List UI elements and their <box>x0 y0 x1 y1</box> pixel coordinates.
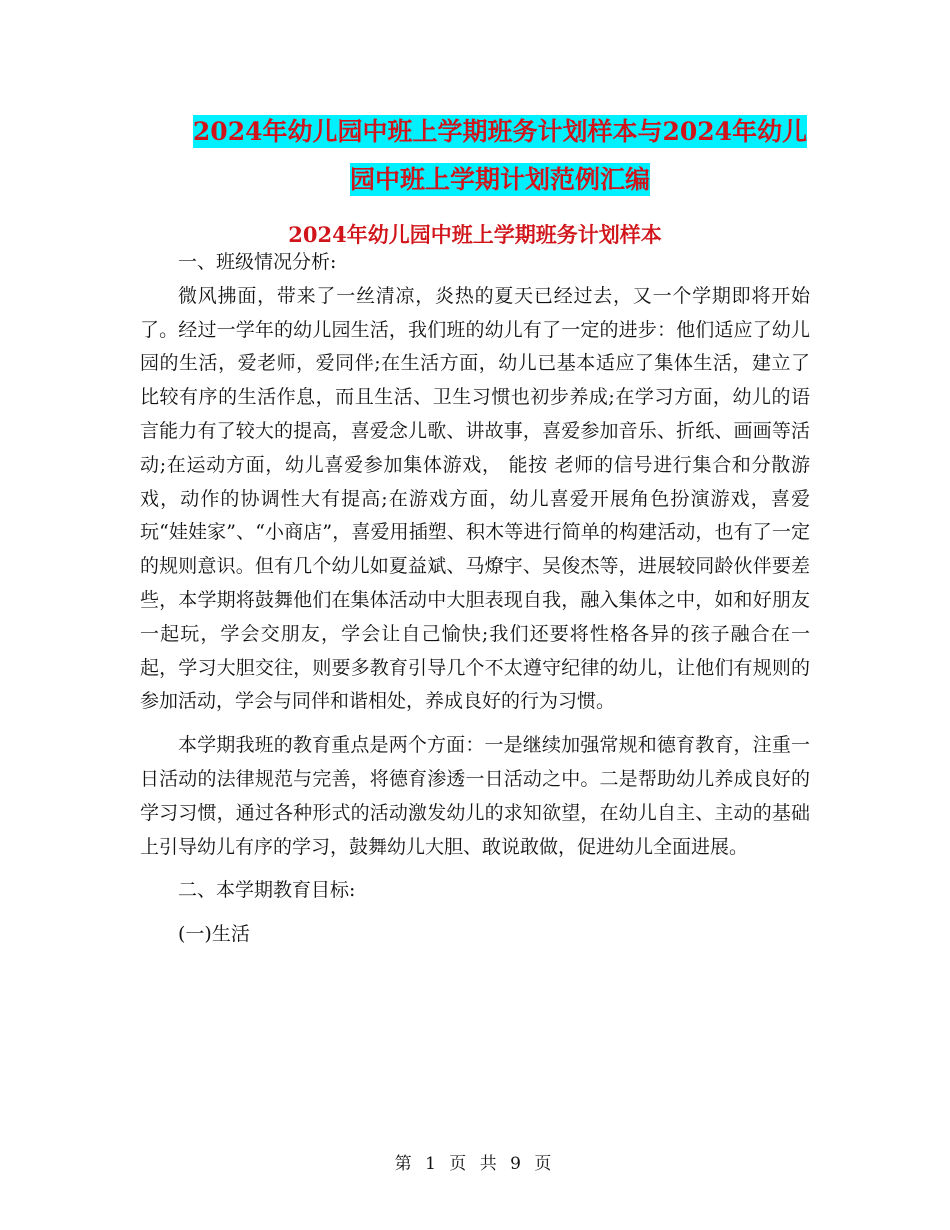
heading-class-analysis: 一、班级情况分析: <box>178 251 337 273</box>
section-title: 2024年幼儿园中班上学期班务计划样本 <box>288 222 662 247</box>
heading-education-goals: 二、本学期教育目标: <box>178 879 356 902</box>
document-body <box>140 246 810 952</box>
paragraph-teaching-focus: 本学期我班的教育重点是两个方面：一是继续加强常规和德育教育，注重一日活动的法律规范与完善，将德育渗透一日活动之中。二是帮助幼儿养成良好的学习习惯，通过各种形式的活动激发幼儿的求知欲望，在幼儿自主、主动的基础上引导幼儿有序的学习，鼓舞幼儿大胆、敢说敢做，促进幼儿全面进展。 <box>140 734 810 858</box>
page-footer: 第 1 页 共 9 页 <box>394 1154 556 1174</box>
document-title <box>150 108 850 204</box>
title-line-2: 园中班上学期计划范例汇编 <box>349 165 650 194</box>
paragraph-class-situation: 微风拂面，带来了一丝清凉，炎热的夏天已经过去，又一个学期即将开始了。经过一学年的幼儿园生活，我们班的幼儿有了一定的进步：他们适应了幼儿园的生活，爱老师，爱同伴;在生活方面，幼儿已基本适应了集体生活，建立了比较有序的生活作息，而且生活、卫生习惯也初步养成;在学习方面，幼儿的语言能力有了较大的提高，喜爱念儿歌、讲故事，喜爱参加音乐、折纸、画画等活动;在运动方面，幼儿喜爱参加集体游戏， 能按 老师的信号进行集合和分散游戏，动作的协调性大有提高;在游戏方面，幼儿喜爱开展角色扮演游戏，喜爱玩“娃娃家”、“小商店”，喜爱用插塑、积木等进行简单的构建活动，也有了一定的规则意识。但有几个幼儿如夏益斌、马燎宇、吴俊杰等，进展较同龄伙伴要差些，本学期将鼓舞他们在集体活动中大胆表现自我，融入集体之中，如和好朋友一起玩，学会交朋友，学会让自己愉快;我们还要将性格各异的孩子融合在一起，学习大胆交往，则要多教育引导几个不太遵守纪律的幼儿，让他们有规则的参加活动，学会与同伴和谐相处，养成良好的行为习惯。 <box>140 284 810 713</box>
heading-life: (一)生活 <box>178 923 250 946</box>
title-line-1: 2024年幼儿园中班上学期班务计划样本与2024年幼儿 <box>192 117 808 146</box>
